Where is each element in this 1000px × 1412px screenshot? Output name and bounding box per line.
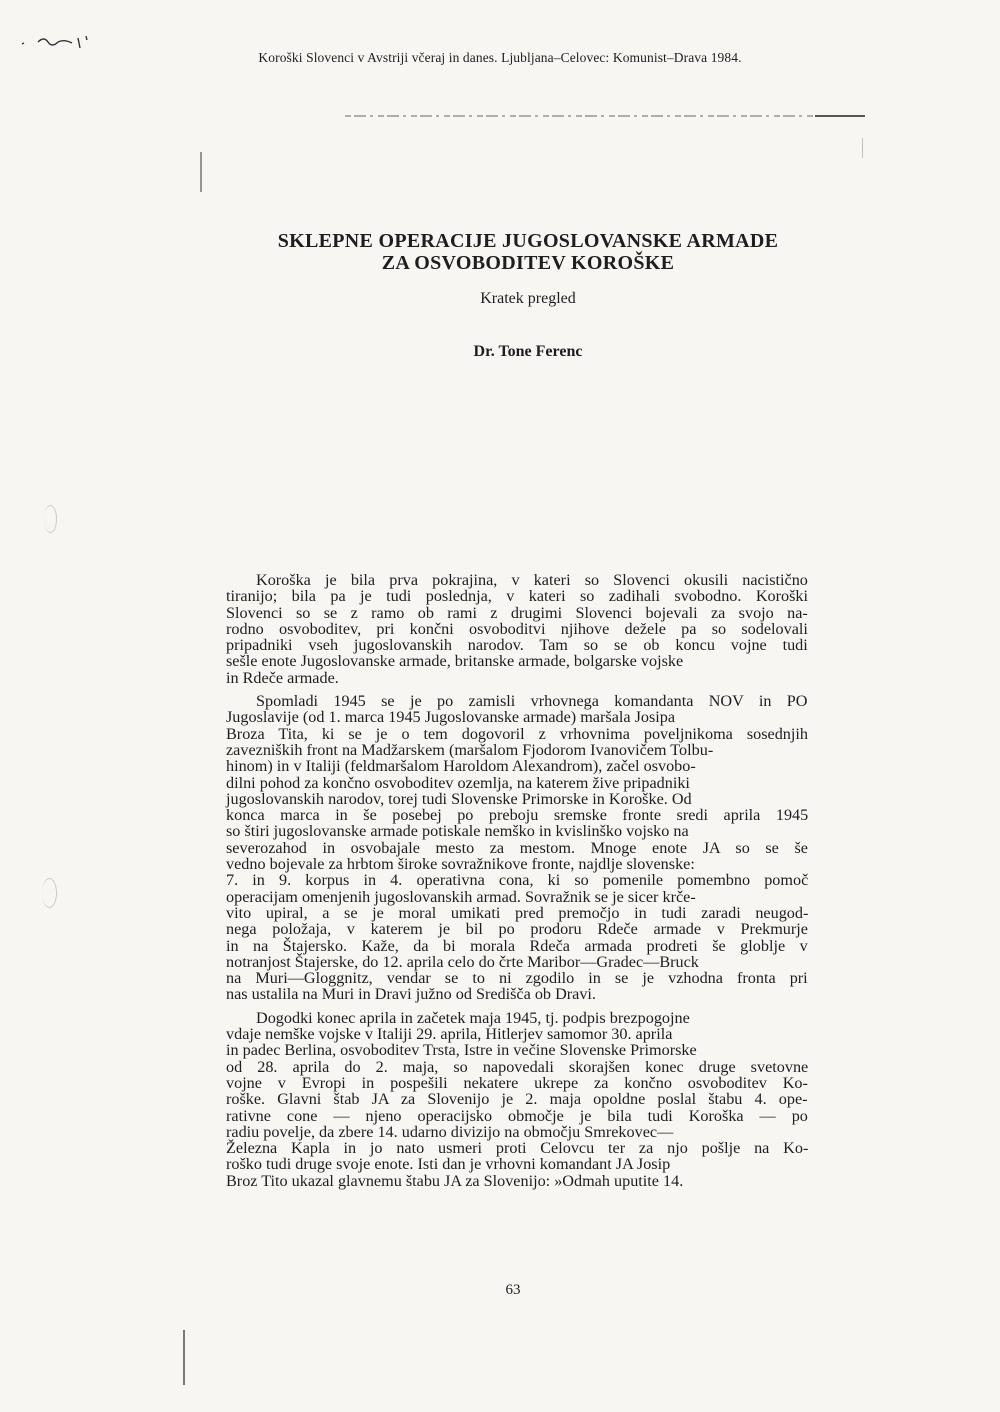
paragraph — [226, 572, 808, 686]
text-line: vito upiral, a se je moral umikati pred premočjo in tudi zaradi neugod- — [226, 903, 809, 922]
text-line: pripadniki vseh jugoslovanskih narodov. Tam so se ob koncu vojne tudi — [226, 636, 808, 655]
text-line: Dogodki konec aprila in začetek maja 1945, tj. podpis brezpogojne — [256, 1008, 690, 1027]
scan-mark-bottom — [183, 1330, 185, 1385]
text-line: in padec Berlina, osvoboditev Trsta, Istre in večine Slovenske Primorske — [226, 1041, 697, 1060]
text-line: 7. in 9. korpus in 4. operativna cona, ki so pomenile pomembno pomoč — [226, 871, 809, 890]
text-line: Broza Tita, ki se je o tem dogovoril z vrhovnima poveljnikoma sosednjih — [226, 724, 808, 743]
text-line: rativne cone — njeno operacijsko območje je bila tudi Koroška — po — [226, 1106, 808, 1125]
text-line: jugoslovanskih narodov, torej tudi Slovenske Primorske in Koroške. Od — [226, 789, 692, 808]
text-line: vdaje nemške vojske v Italiji 29. aprila, Hitlerjev samomor 30. aprila — [226, 1025, 673, 1044]
text-line: Koroška je bila prva pokrajina, v kateri so Slovenci okusili nacistično — [256, 571, 808, 589]
text-line: vojne v Evropi in pospešili nekatere ukrepe za končno osvoboditev Ko- — [226, 1073, 808, 1092]
source-citation: Koroški Slovenci v Avstriji včeraj in danes. Ljubljana–Celovec: Komunist–Drava 1984. — [258, 50, 742, 65]
text-line: Broz Tito ukazal glavnemu štabu JA za Slovenijo: »Odmah uputite 14. — [226, 1171, 684, 1190]
article-title — [0, 230, 1000, 274]
text-line: konca marca in še posebej po preboju sremske fronte sredi aprila 1945 — [226, 806, 809, 825]
text-line: od 28. aprila do 2. maja, so napovedali skorajšen konec druge svetovne — [226, 1057, 809, 1076]
text-line: in Rdeče armade. — [226, 668, 339, 687]
text-line: rodno osvoboditev, pri končni osvoboditvi njihove dežele pa so sodelovali — [226, 619, 808, 638]
paragraph — [226, 693, 808, 1003]
text-line: hinom) in v Italiji (feldmaršalom Haroldom Alexandrom), začel osvobo- — [226, 757, 696, 776]
handwritten-mark — [18, 30, 108, 52]
text-line: severozahod in osvobajale mesto za mestom. Mnoge enote JA so se še — [226, 838, 808, 857]
scan-smudge — [44, 505, 57, 533]
text-line: na Muri—Gloggnitz, vendar se to ni zgodilo in se je vzhodna fronta pri — [226, 969, 808, 988]
text-line: Jugoslavije (od 1. marca 1945 Jugoslovanske armade) maršala Josipa — [226, 708, 676, 727]
text-line: sešle enote Jugoslovanske armade, britanske armade, bolgarske vojske — [226, 652, 684, 671]
text-line: notranjost Štajerske, do 12. aprila celo do črte Maribor—Gradec—Bruck — [226, 952, 699, 971]
text-line: nega položaja, v katerem je bil po prodoru Rdeče armade v Prekmurje — [226, 920, 808, 939]
text-line: vedno bojevale za hrbtom široke sovražnikove fronte, najdlje slovenske: — [226, 855, 695, 874]
text-line: nas ustalila na Muri in Dravi južno od Središča ob Dravi. — [226, 985, 596, 1004]
text-line: roško tudi druge svoje enote. Isti dan je vrhovni komandant JA Josip — [226, 1155, 671, 1174]
text-line: dilni pohod za končno osvoboditev ozemlja, na katerem žive pripadniki — [226, 773, 690, 792]
text-line: Železna Kapla in jo nato usmeri proti Celovcu ter za njo pošlje na Ko- — [226, 1139, 809, 1158]
text-line: radiu povelje, da zbere 14. udarno divizijo na območju Smrekovec— — [226, 1122, 674, 1141]
text-line: roške. Glavni štab JA za Slovenijo je 2. maja opoldne poslal štabu 4. ope- — [226, 1090, 808, 1109]
text-line: tiranijo; bila pa je tudi poslednja, v kateri so zadihali svobodno. Koroški — [226, 587, 808, 606]
article-author: Dr. Tone Ferenc — [473, 343, 583, 360]
text-line: Spomladi 1945 se je po zamisli vrhovnega komandanta NOV in PO — [256, 692, 808, 711]
article-body — [226, 572, 808, 1196]
scan-smudge — [42, 878, 57, 908]
paragraph — [226, 1010, 808, 1189]
page-number: 63 — [505, 1282, 521, 1298]
text-line: operacijam omenjenih jugoslovanskih armad. Sovražnik se je sicer krče- — [226, 887, 696, 906]
scan-mark-left — [200, 152, 202, 192]
scan-mark-right — [862, 138, 863, 158]
text-line: in na Štajersko. Kaže, da bi morala Rdeča armada prodreti še globlje v — [226, 936, 808, 955]
title-line-1: SKLEPNE OPERACIJE JUGOSLOVANSKE ARMADE — [277, 230, 779, 252]
text-line: zavezniških front na Madžarskem (maršalom Fjodorom Ivanovičem Tolbu- — [226, 740, 714, 759]
text-line: so štiri jugoslovanske armade potiskale nemško in kvislinško vojsko na — [226, 822, 689, 841]
article-subtitle: Kratek pregled — [480, 290, 576, 307]
text-line: Slovenci so se z ramo ob rami z drugimi Slovenci bojevali za svojo na- — [226, 603, 808, 622]
title-line-2: ZA OSVOBODITEV KOROŠKE — [381, 252, 675, 274]
horizontal-rule — [345, 114, 865, 118]
